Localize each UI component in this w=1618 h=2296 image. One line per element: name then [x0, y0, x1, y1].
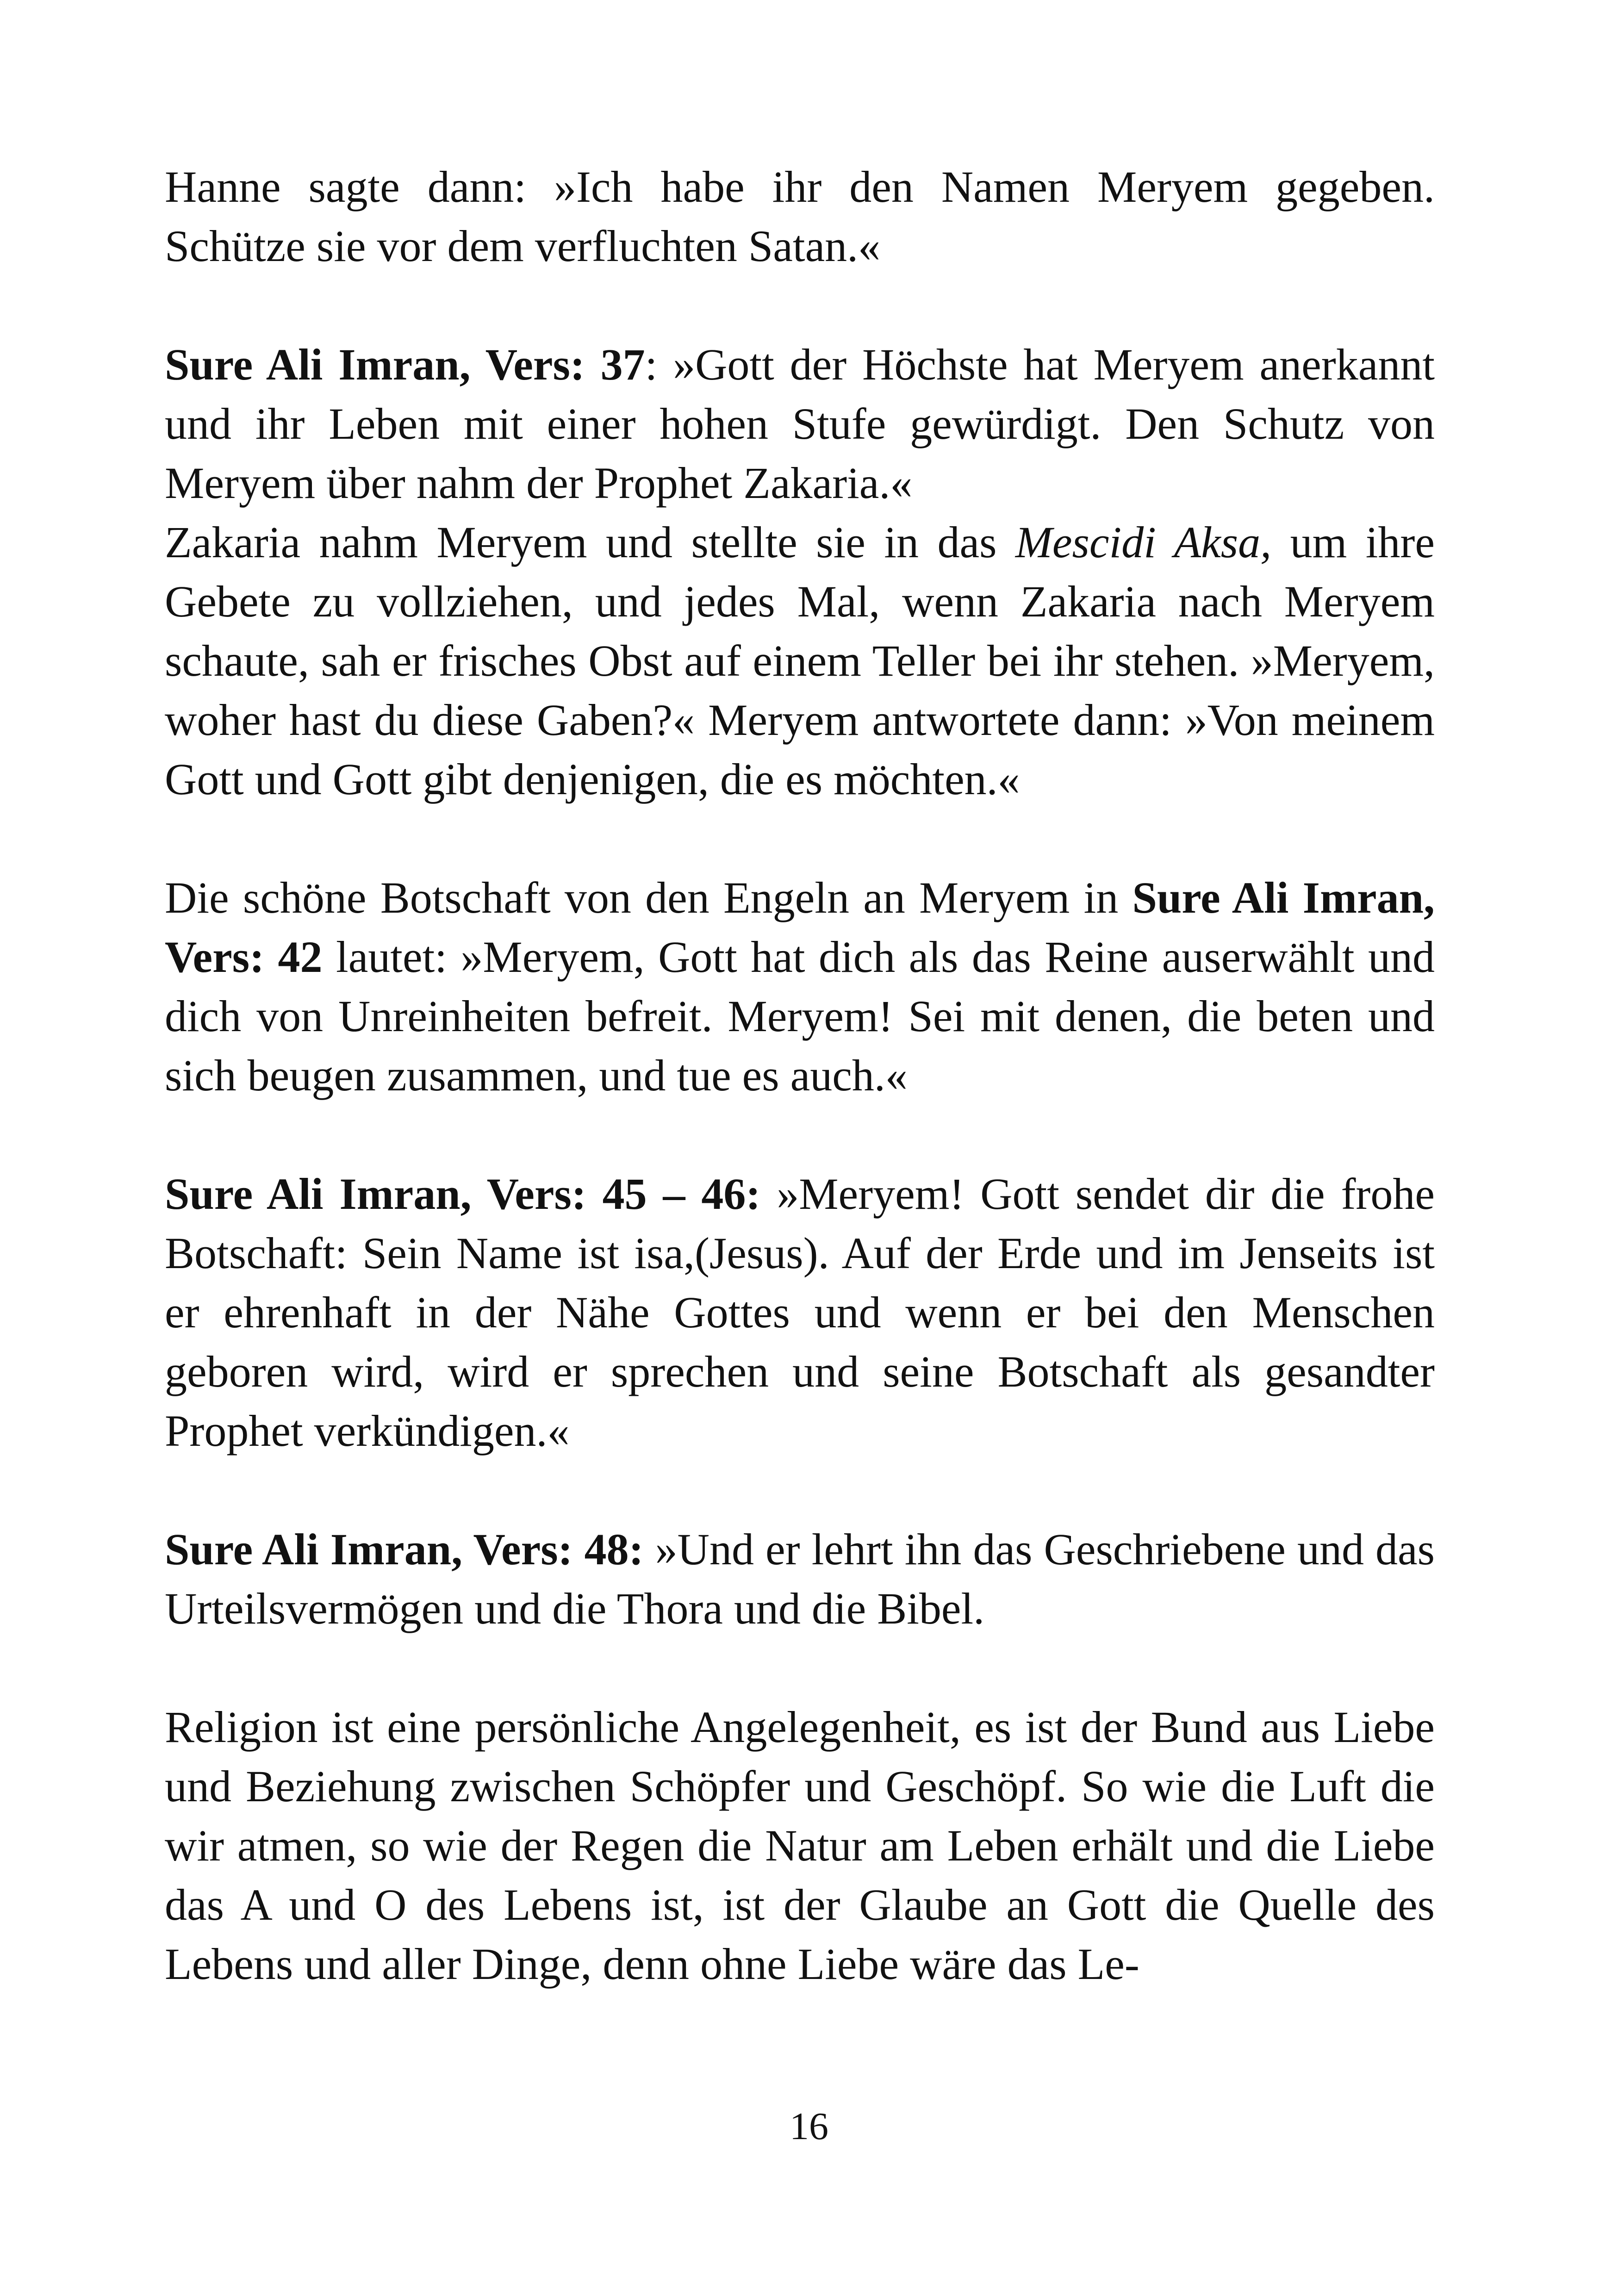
paragraph-vers-37 [165, 335, 1435, 513]
paragraph-vers-48 [165, 1520, 1435, 1638]
paragraph-text: Die schöne Botschaft von den Engeln an Meryem in [165, 873, 1133, 922]
paragraph-text: : »Gott der Höchste hat Meryem anerkannt und ihr Leben mit einer hohen Stufe gewürdigt. Den Schutz von Meryem über nahm der Prophet Zakaria.« [165, 340, 1435, 508]
paragraph-text: Zakaria nahm Meryem und stellte sie in das [165, 517, 1015, 567]
paragraph-text-continued: um ihre Gebete zu vollziehen, und jedes Mal, wenn Zakaria nach Meryem schaute, sah er frisches Obst auf einem Teller bei ihr stehen. »Meryem, woher hast du diese Gaben?« Meryem antwortete dann: »Von meinem Gott und Gott gibt denjenigen, die es möchten.« [165, 517, 1435, 804]
paragraph-zakaria [165, 513, 1435, 809]
page-number: 16 [790, 2105, 828, 2148]
body-text [165, 157, 1435, 1994]
paragraph-religion [165, 1698, 1435, 1994]
verse-reference: Sure Ali Imran, Vers: 37 [165, 340, 645, 389]
paragraph-vers-45-46 [165, 1164, 1435, 1461]
verse-reference: Sure Ali Imran, Vers: 45 – 46: [165, 1169, 761, 1219]
paragraph-text-continued: lautet: »Meryem, Gott hat dich als das Reine auserwählt und dich von Unreinheiten befreit. Meryem! Sei mit denen, die beten und sich beugen zusammen, und tue es auch.« [165, 932, 1435, 1100]
verse-reference: Sure Ali Imran, Vers: 42 [165, 873, 1435, 982]
paragraph-vers-42 [165, 868, 1435, 1105]
paragraph-text: Religion ist eine persönliche Angelegenheit, es ist der Bund aus Liebe und Beziehung zwischen Schöpfer und Geschöpf. So wie die Luft die wir atmen, so wie der Regen die Natur am Leben erhält und die Liebe das A und O des Lebens ist, ist der Glaube an Gott die Quelle des Lebens und aller Dinge, denn ohne Liebe wäre das Le- [165, 1702, 1435, 1989]
paragraph-text: Hanne sagte dann: »Ich habe ihr den Namen Meryem gegeben. Schütze sie vor dem verfluchten Satan.« [165, 162, 1435, 271]
italic-place-name: Mescidi Aksa, [1015, 517, 1272, 567]
paragraph-text: »Meryem! Gott sendet dir die frohe Botschaft: Sein Name ist isa,(Jesus). Auf der Erde und im Jenseits ist er ehrenhaft in der Nähe Gottes und wenn er bei den Menschen geboren wird, wird er sprechen und seine Botschaft als gesandter Prophet verkündigen.« [165, 1169, 1435, 1456]
paragraph-text: »Und er lehrt ihn das Geschriebene und das Urteilsvermögen und die Thora und die Bibel. [165, 1524, 1435, 1633]
paragraph-hanne [165, 157, 1435, 276]
verse-reference: Sure Ali Imran, Vers: 48: [165, 1524, 644, 1574]
